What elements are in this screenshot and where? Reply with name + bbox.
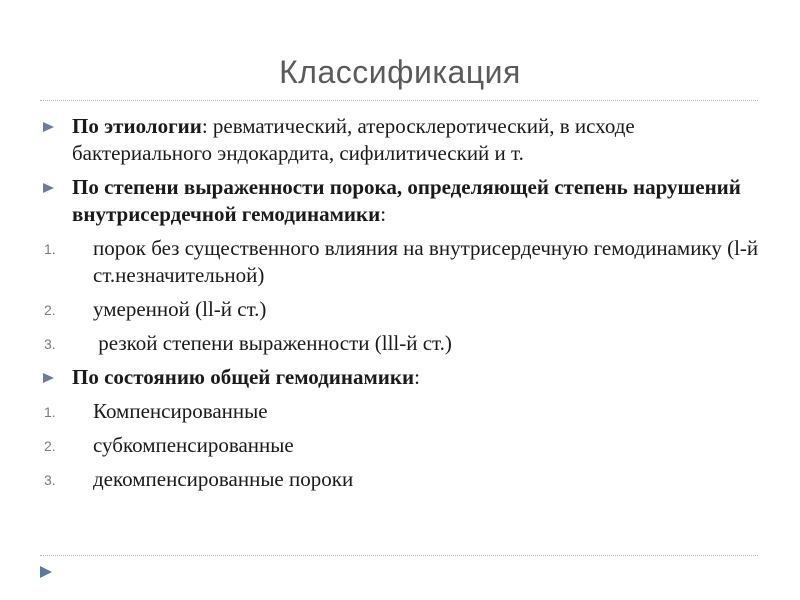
bottom-divider	[40, 555, 758, 556]
bullet-arrow-icon	[43, 122, 54, 132]
item-heading: По степени выраженности порока, определяющей степень нарушений внутрисердечной гемодинамики	[72, 175, 741, 226]
numbered-item	[40, 398, 760, 425]
item-text: : ревматический, атеросклеротический, в исходе бактериального эндокардита, сифилитический и т.	[72, 114, 635, 165]
item-heading: По состоянию общей гемодинамики	[72, 365, 415, 389]
content-list	[40, 113, 760, 500]
item-text: :	[414, 365, 420, 389]
item-text: Компенсированные	[93, 399, 268, 423]
bullet-arrow-icon	[43, 373, 54, 383]
numbered-item	[40, 235, 760, 289]
item-text: резкой степени выраженности (lll-й ст.)	[93, 331, 452, 355]
item-number: 2.	[44, 438, 56, 454]
item-text: умеренной (ll-й ст.)	[93, 297, 267, 321]
top-divider	[40, 100, 758, 101]
item-text: порок без существенного влияния на внутрисердечную гемодинамику (l-й ст.незначительной)	[93, 236, 759, 287]
item-number: 3.	[44, 472, 56, 488]
list-item	[40, 174, 760, 228]
numbered-item	[40, 432, 760, 459]
list-item	[40, 364, 760, 391]
slide-title: Классификация	[279, 54, 521, 90]
item-number: 1.	[44, 404, 56, 420]
triangle-right-icon	[40, 566, 52, 578]
list-item	[40, 113, 760, 167]
item-text: субкомпенсированные	[93, 433, 294, 457]
item-text: :	[380, 202, 387, 226]
item-text: декомпенсированные пороки	[93, 467, 354, 491]
bullet-arrow-icon	[43, 183, 54, 193]
item-number: 1.	[44, 241, 56, 257]
numbered-item	[40, 330, 760, 357]
numbered-item	[40, 466, 760, 493]
item-number: 2.	[44, 302, 56, 318]
item-heading: По этиологии	[72, 114, 202, 138]
numbered-item	[40, 296, 760, 323]
item-number: 3.	[44, 336, 56, 352]
